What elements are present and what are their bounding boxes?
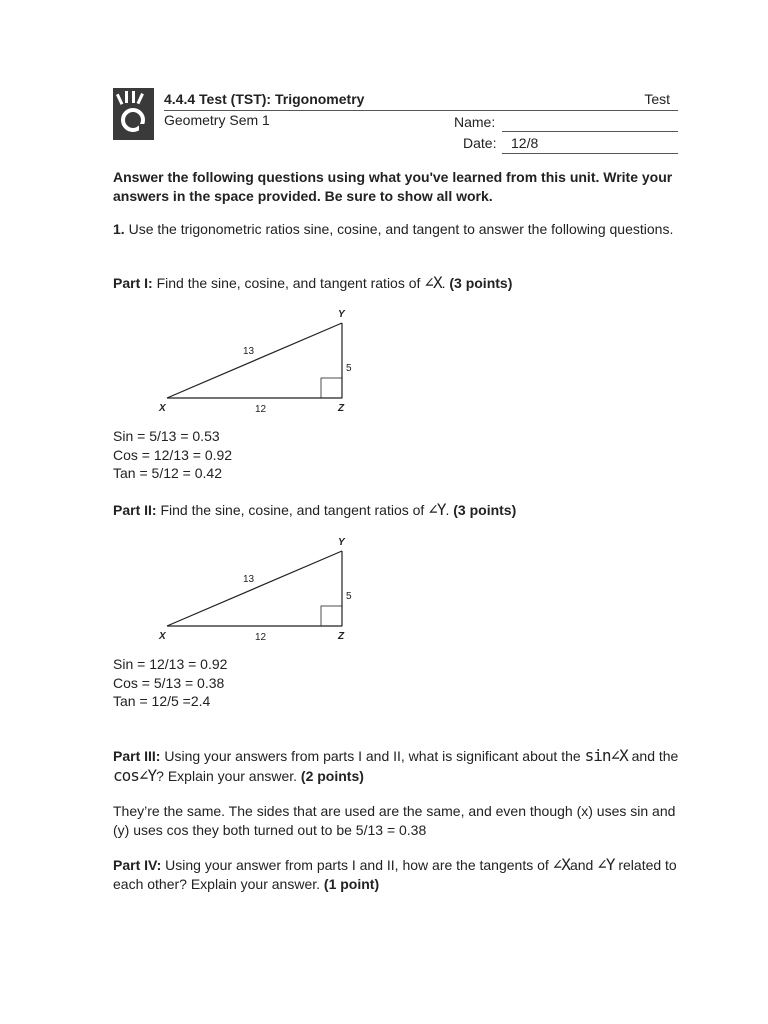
logo-icon — [113, 88, 154, 140]
part-2-text: Find the sine, cosine, and tangent ratios of — [160, 502, 425, 518]
hypotenuse-label: 13 — [243, 346, 255, 357]
part-2-tan-answer: Tan = 12/5 =2.4 — [113, 693, 211, 709]
test-title: 4.4.4 Test (TST): Trigonometry — [164, 91, 365, 107]
part-2-answers — [113, 655, 227, 711]
part-2-label: Part II: — [113, 502, 157, 518]
hypotenuse-line — [167, 323, 342, 398]
date-label: Date: — [463, 135, 497, 151]
part-1-points: (3 points) — [449, 275, 513, 291]
name-field[interactable] — [502, 131, 678, 132]
part-4-expr-x: ∠X — [552, 855, 570, 874]
triangle-diagram-1 — [155, 305, 355, 415]
part-4-text-b: and — [569, 857, 594, 873]
part-3-answer: They’re the same. The sides that are used are the same, and even though (x) uses sin and (y) uses cos they both turned out to be 5/13 = 0.38 — [113, 803, 676, 838]
instructions: Answer the following questions using what you've learned from this unit. Write your answers in the space provided. Be sure to show all work. — [113, 169, 673, 204]
course-name: Geometry Sem 1 — [164, 112, 270, 128]
part-2-angle: ∠Y — [428, 500, 446, 519]
opposite-label: 5 — [346, 591, 352, 602]
hypotenuse-line — [167, 551, 342, 626]
part-3-text-a: Using your answers from parts I and II, what is significant about the — [164, 748, 581, 764]
vertex-z-label: Z — [338, 403, 345, 414]
triangle-diagram-2 — [155, 533, 355, 643]
vertex-y-label: Y — [338, 309, 345, 320]
vertex-z-label: Z — [338, 631, 345, 642]
name-label: Name: — [454, 114, 496, 130]
part-2-prompt: Part II: Find the sine, cosine, and tangent ratios of ∠Y. (3 points) — [113, 500, 517, 519]
part-1-sin-answer: Sin = 5/13 = 0.53 — [113, 428, 220, 444]
part-4-text-c: related to each other? Explain your answer. — [113, 857, 677, 892]
part-4-label: Part IV: — [113, 857, 162, 873]
part-2-sin-answer: Sin = 12/13 = 0.92 — [113, 656, 228, 672]
question-1 — [113, 220, 683, 239]
question-text: Use the trigonometric ratios sine, cosine, and tangent to answer the following questions. — [128, 221, 674, 237]
part-3-expr-sin: sin∠X — [584, 746, 628, 765]
part-3-text-c: ? Explain your answer. — [156, 768, 298, 784]
right-angle-marker — [321, 378, 342, 398]
header-divider — [164, 110, 678, 111]
part-1-angle: ∠X — [424, 273, 442, 292]
date-underline — [502, 153, 678, 154]
part-3-expr-cos: cos∠Y — [113, 766, 157, 785]
part-4-text-a: Using your answer from parts I and II, how are the tangents of — [165, 857, 549, 873]
part-3-prompt — [113, 746, 683, 786]
part-4-points: (1 point) — [323, 876, 380, 892]
part-4-expr-y: ∠Y — [597, 855, 615, 874]
hypotenuse-label: 13 — [243, 574, 255, 585]
right-angle-marker — [321, 606, 342, 626]
part-1-text: Find the sine, cosine, and tangent ratios of — [156, 275, 421, 291]
part-3-label: Part III: — [113, 748, 161, 764]
part-1-label: Part I: — [113, 275, 153, 291]
question-number: 1. — [113, 221, 125, 237]
part-2-cos-answer: Cos = 5/13 = 0.38 — [113, 674, 225, 691]
adjacent-label: 12 — [255, 404, 267, 415]
part-4-prompt — [113, 855, 683, 894]
part-3-points: (2 points) — [300, 768, 364, 784]
date-field[interactable]: 12/8 — [511, 135, 539, 151]
vertex-x-label: X — [159, 631, 166, 642]
part-1-cos-answer: Cos = 12/13 = 0.92 — [113, 446, 233, 463]
opposite-label: 5 — [346, 363, 352, 374]
part-1-tan-answer: Tan = 5/12 = 0.42 — [113, 465, 222, 481]
vertex-x-label: X — [159, 403, 166, 414]
vertex-y-label: Y — [338, 537, 345, 548]
part-3-text-b: and the — [631, 748, 679, 764]
adjacent-label: 12 — [255, 632, 267, 643]
part-2-points: (3 points) — [453, 502, 517, 518]
part-1-prompt: Part I: Find the sine, cosine, and tangent ratios of ∠X. (3 points) — [113, 273, 513, 292]
test-type: Test — [644, 91, 670, 107]
part-1-answers — [113, 427, 232, 483]
